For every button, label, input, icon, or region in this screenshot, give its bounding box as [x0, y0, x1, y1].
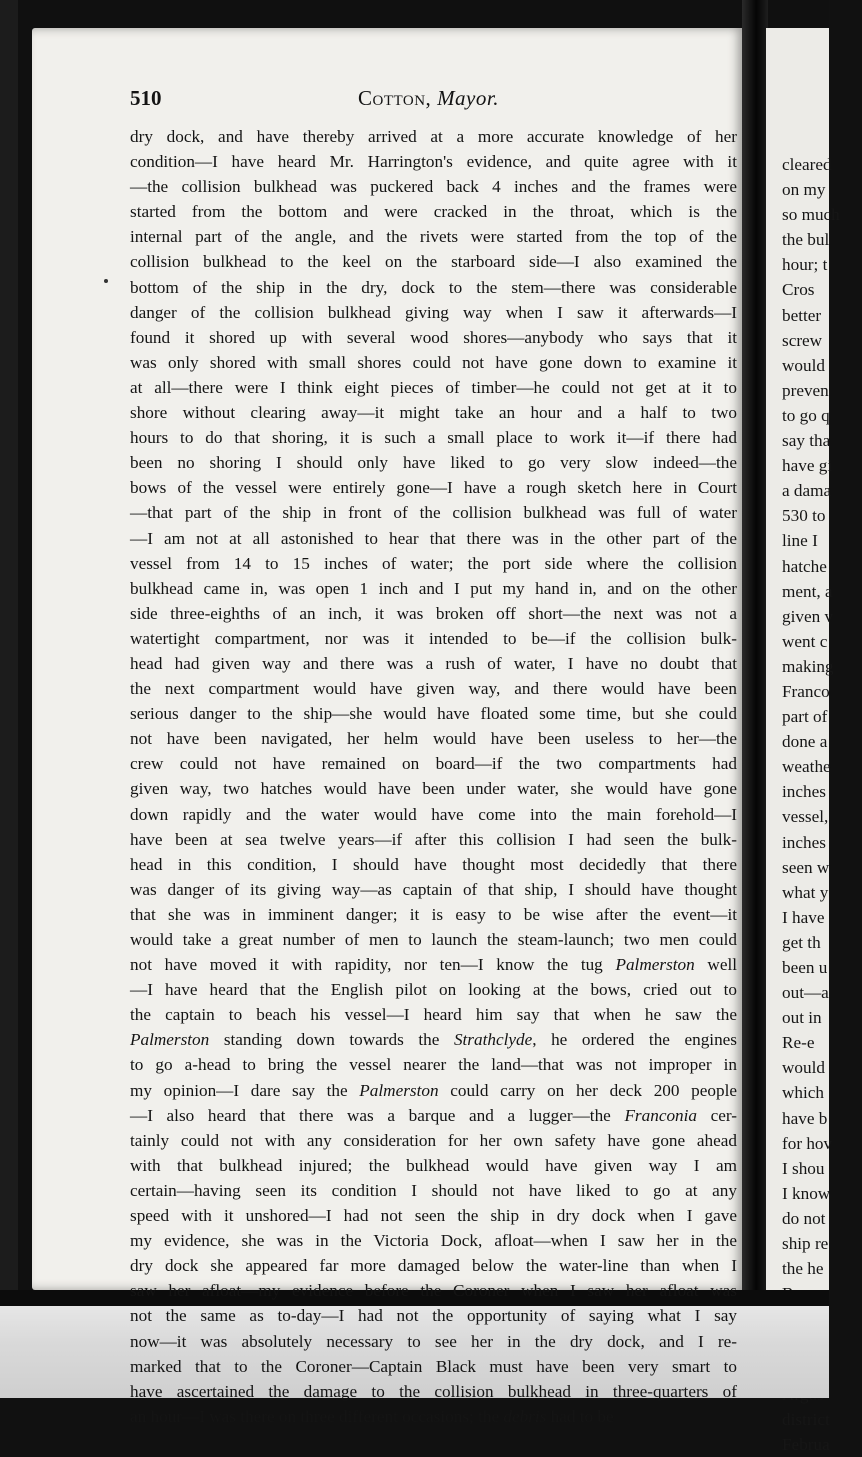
- text-line: —that part of the ship in front of the collision bulkhead was full of water: [130, 503, 737, 523]
- text-line: the next compartment would have given way, and there would have been: [130, 679, 737, 699]
- running-head: [358, 86, 499, 111]
- facing-page-line: screw: [782, 330, 823, 350]
- text-line: condition—I have heard Mr. Harrington's evidence, and quite agree with it: [130, 152, 737, 172]
- text-line: have been at sea twelve years—if after this collision I had seen the bulk-: [130, 829, 737, 849]
- facing-page-line: line I: [782, 531, 818, 551]
- facing-page-line: vessel,: [782, 807, 829, 827]
- facing-page-line: do not: [782, 1208, 826, 1228]
- facing-page-line: ment, a: [782, 581, 833, 601]
- text-line: —I am not at all astonished to hear that there was in the other part of the: [130, 528, 737, 548]
- text-line: have ascertained the damage to the collision bulkhead in three-quarters of: [130, 1381, 737, 1401]
- facing-page-line: weathe: [782, 757, 831, 777]
- book-spine: [742, 0, 768, 1398]
- text-line: with that bulkhead injured; the bulkhead would have given way I am: [130, 1155, 737, 1175]
- text-line: been no shoring I should only have liked to go very slow indeed—the: [130, 453, 737, 473]
- facing-page-line: Franco: [782, 681, 830, 701]
- facing-page-line: done a: [782, 732, 828, 752]
- facing-page-line: inches: [782, 832, 826, 852]
- text-line: bulkhead came in, was open 1 inch and I put my hand in, and on the other: [130, 578, 737, 598]
- text-line: was only shored with small shores could not have gone down to examine it: [130, 352, 737, 372]
- facing-page-line: I know: [782, 1183, 831, 1203]
- facing-page-line: hour; t: [782, 255, 828, 275]
- text-line: bows of the vessel were entirely gone—I have a rough sketch here in Court: [130, 478, 737, 498]
- facing-page-line: given v: [782, 606, 834, 626]
- text-line: was danger of its giving way—as captain of that ship, I should have thought: [130, 879, 737, 899]
- facing-page: [766, 28, 840, 1454]
- facing-page-line: Re-e: [782, 1033, 815, 1053]
- text-line: hours to do that shoring, it is such a small place to work it—if there had: [130, 428, 737, 448]
- facing-page-line: cleared: [782, 155, 832, 174]
- text-line: collision bulkhead to the keel on the starboard side—I also examined the: [130, 252, 737, 272]
- facing-page-line: hatche: [782, 556, 827, 576]
- text-line: an hour—I was there on three different occasions; the debris had to be: [130, 1406, 614, 1426]
- facing-page-line: part of: [782, 707, 828, 727]
- facing-page-line: a dama: [782, 481, 832, 501]
- text-line: given way, two hatches would have been under water, she would have gone: [130, 779, 737, 799]
- facing-page-line: better: [782, 305, 822, 325]
- facing-page-line: for hov: [782, 1133, 833, 1153]
- running-head-role: Mayor.: [437, 86, 499, 110]
- facing-page-line: out in: [782, 1008, 822, 1028]
- text-line: not have been navigated, her helm would have been useless to her—the: [130, 729, 737, 749]
- text-line: tainly could not with any consideration for her own safety have gone ahead: [130, 1130, 737, 1150]
- text-line: head had given way and there was a rush of water, I have no doubt that: [130, 653, 737, 673]
- text-line: to go a-head to bring the vessel nearer the land—that was not improper in: [130, 1055, 737, 1075]
- text-line: now—it was absolutely necessary to see her in the dry dock, and I re-: [130, 1331, 737, 1351]
- text-line: that she was in imminent danger; it is easy to be wise after the event—it: [130, 904, 737, 924]
- text-line: my evidence, she was in the Victoria Dock, afloat—when I saw her in the: [130, 1231, 737, 1251]
- text-line: side three-eighths of an inch, it was broken off short—the next was not a: [130, 603, 737, 623]
- text-line: certain—having seen its condition I should not have liked to go at any: [130, 1180, 737, 1200]
- facing-page-line: I shou: [782, 1158, 825, 1178]
- running-head-name: Cotton,: [358, 86, 432, 110]
- page-header: [130, 86, 720, 120]
- text-line: my opinion—I dare say the Palmerston could carry on her deck 200 people: [130, 1080, 737, 1100]
- text-line: dry dock she appeared far more damaged below the water-line than when I: [130, 1256, 737, 1276]
- text-line: speed with it unshored—I had not seen the ship in dry dock when I gave: [130, 1206, 737, 1226]
- text-line: shore without clearing away—it might take an hour and a half to two: [130, 403, 737, 423]
- facing-page-line: Cros: [782, 280, 815, 300]
- text-line: dry dock, and have thereby arrived at a more accurate knowledge of her: [130, 127, 737, 146]
- facing-page-line: ship re: [782, 1234, 829, 1254]
- facing-page-line: making: [782, 656, 834, 676]
- facing-page-line: the bul: [782, 230, 830, 250]
- facing-page-line: what y: [782, 882, 829, 902]
- facing-page-line: I have: [782, 907, 825, 927]
- facing-page-line: went c: [782, 631, 828, 651]
- text-line: crew could not have remained on board—if the two compartments had: [130, 754, 737, 774]
- facing-page-line: have b: [782, 1108, 828, 1128]
- text-line: internal part of the angle, and the rivets were started from the top of the: [130, 227, 737, 247]
- facing-page-line: out—a: [782, 983, 829, 1003]
- text-line: danger of the collision bulkhead giving way when I saw it afterwards—I: [130, 302, 737, 322]
- facing-page-line: to go q: [782, 405, 830, 425]
- facing-page-line: so much: [782, 205, 840, 225]
- text-line: marked that to the Coroner—Captain Black must have been very smart to: [130, 1356, 737, 1376]
- text-line: at all—there were I think eight pieces of timber—he could not get at it to: [130, 377, 737, 397]
- text-line: would take a great number of men to launch the steam-launch; two men could: [130, 930, 737, 949]
- facing-page-line: 530 to: [782, 506, 826, 526]
- text-line: watertight compartment, nor was it intended to be—if the collision bulk-: [130, 628, 737, 648]
- text-line: vessel from 14 to 15 inches of water; the port side where the collision: [130, 553, 737, 573]
- text-line: bottom of the ship in the dry, dock to the stem—there was considerable: [130, 277, 737, 297]
- facing-page-line: which: [782, 1083, 825, 1103]
- facing-page-line: inches: [782, 782, 826, 802]
- facing-page-line: would: [782, 1058, 825, 1078]
- testimony-text: [130, 124, 737, 1429]
- text-line: started from the bottom and were cracked in the throat, which is the: [130, 202, 737, 222]
- text-line: —the collision bulkhead was puckered back 4 inches and the frames were: [130, 177, 737, 197]
- facing-page-line: would: [782, 355, 825, 375]
- text-line: found it shored up with several wood shores—anybody who says that it: [130, 327, 737, 347]
- facing-page-line: been u: [782, 958, 828, 977]
- text-line: Palmerston standing down towards the Strathclyde, he ordered the engines: [130, 1030, 737, 1050]
- text-line: —I also heard that there was a barque and a lugger—the Franconia cer-: [130, 1105, 737, 1125]
- text-line: —I have heard that the English pilot on looking at the bows, cried out to: [130, 980, 737, 1000]
- text-line: down rapidly and the water would have come into the main forehold—I: [130, 804, 737, 824]
- facing-page-line: preven: [782, 380, 829, 400]
- text-line: head in this condition, I should have thought most decidedly that there: [130, 854, 737, 874]
- facing-page-line: Februa: [782, 1434, 830, 1454]
- facing-page-line: have gi: [782, 456, 833, 476]
- text-line: not the same as to-day—I had not the opportunity of saying what I say: [130, 1306, 737, 1326]
- page-number: 510: [130, 86, 162, 110]
- facing-page-text: [782, 152, 862, 1457]
- facing-page-line: say tha: [782, 431, 831, 451]
- facing-page-line: on my: [782, 180, 826, 200]
- facing-page-line: seen w: [782, 857, 830, 877]
- text-line: serious danger to the ship—she would have floated some time, but she could: [130, 704, 737, 724]
- facing-page-line: the he: [782, 1259, 824, 1279]
- facing-page-line: get th: [782, 932, 821, 952]
- text-line: the captain to beach his vessel—I heard him say that when he saw the: [130, 1005, 737, 1025]
- text-line: not have moved it with rapidity, nor ten—I know the tug Palmerston well: [130, 955, 737, 975]
- margin-mark: [104, 279, 108, 283]
- book-edge: [0, 0, 18, 1398]
- text-line: saw her afloat—my evidence before the Coroner when I saw her afloat was: [130, 1281, 737, 1301]
- facing-page-line: district: [782, 1409, 830, 1429]
